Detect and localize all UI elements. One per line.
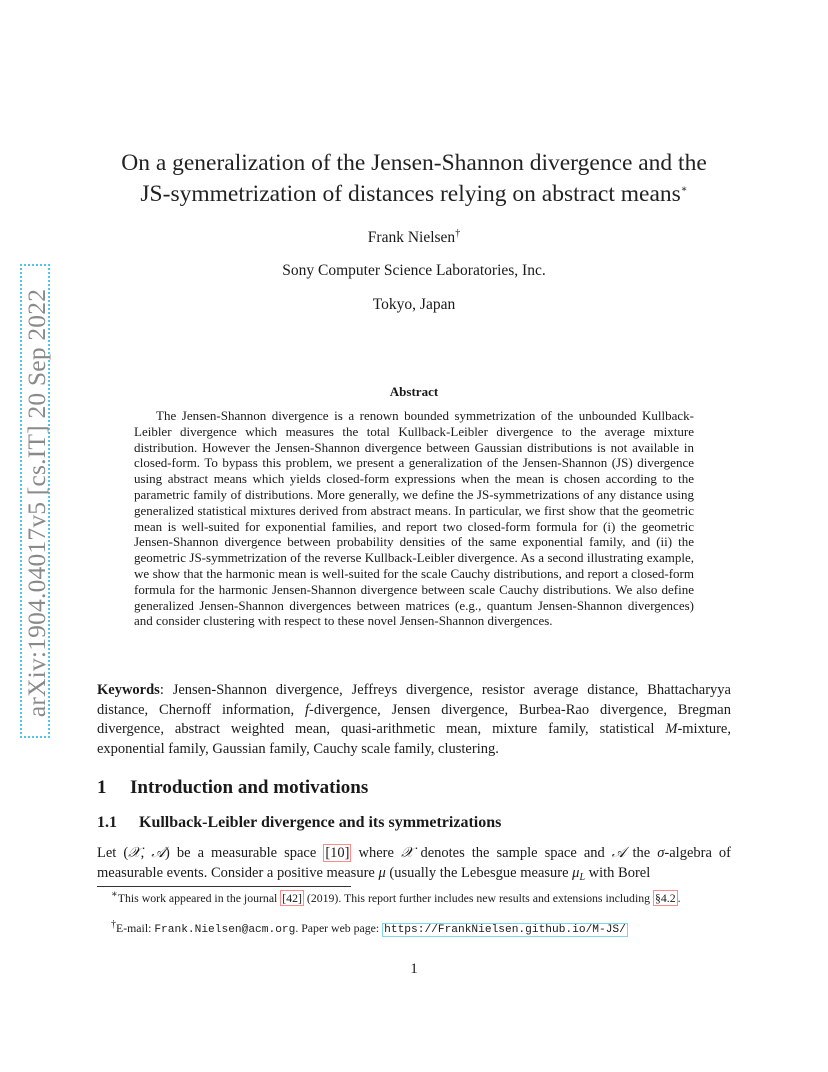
footnote-text: This work appeared in the journal — [117, 891, 281, 905]
keywords-label: Keywords — [97, 682, 160, 698]
author-text: Frank Nielsen — [367, 229, 456, 246]
math-A: 𝒜 — [611, 845, 626, 861]
body-text: , — [140, 845, 152, 861]
author-footnote-mark: † — [455, 227, 461, 239]
footnote-1 — [97, 891, 731, 906]
math-L-subscript: L — [579, 872, 586, 884]
keywords-text-3: -mixture, exponential family, Gaussian family, Cauchy scale family, clustering. — [97, 721, 731, 757]
footnote-text: . — [677, 891, 681, 905]
footnote-1-mark: ∗ — [111, 889, 118, 901]
body-text: Let ( — [97, 845, 129, 861]
math-mu-L: μ — [572, 864, 580, 881]
author-name — [96, 229, 732, 247]
title-line-1: On a generalization of the Jensen-Shannon divergence and the — [121, 150, 707, 176]
math-X: 𝒳 — [128, 845, 141, 861]
body-paragraph — [97, 844, 731, 888]
arxiv-stamp[interactable] — [20, 264, 50, 738]
math-X: 𝒳 — [400, 845, 414, 861]
keywords — [97, 681, 731, 759]
footnote-text: E-mail: — [116, 921, 155, 935]
keywords-text-2: -divergence, Jensen divergence, Burbea-Rao divergence, Bregman divergence, abstract weighted mean, quasi-arithmetic mean, mixture family, statistical — [97, 701, 731, 737]
abstract-text: The Jensen-Shannon divergence is a renown bounded symmetrization of the unbounded Kullback-Leibler divergence which measures the total Kullback-Leibler divergence to the average mixture distribution. However the Jensen-Shannon divergence between Gaussian distributions is not available in closed-form. To bypass this problem, we present a generalization of the Jensen-Shannon (JS) divergence using abstract means which yields closed-form expressions when the mean is chosen according to the parametric family of distributions. More generally, we define the JS-symmetrizations of any distance using generalized statistical mixtures derived from abstract means. In particular, we first show that the geometric mean is well-suited for exponential families, and report two closed-form formula for (i) the geometric Jensen-Shannon divergence between probability densities of the same exponential family, and (ii) the geometric JS-symmetrization of the reverse Kullback-Leibler divergence. As a second illustrating example, we show that the harmonic mean is well-suited for the scale Cauchy distributions, and report a closed-form formula for the harmonic Jensen-Shannon divergence between scale Cauchy distributions. We also define generalized Jensen-Shannon divergences between matrices (e.g., quantum Jensen-Shannon divergences) and consider clustering with respect to these novel Jensen-Shannon divergences. — [134, 408, 694, 629]
keywords-text-1: : Jensen-Shannon divergence, Jeffreys divergence, resistor average distance, Bhattacharyya distance, Chernoff information, — [97, 682, 731, 718]
affiliation: Sony Computer Science Laboratories, Inc. — [282, 262, 546, 279]
footnote-text: (2019). This report further includes new results and extensions including — [303, 891, 653, 905]
subsection-heading — [97, 814, 501, 832]
body-text: (usually the Lebesgue measure — [385, 864, 573, 881]
section-heading — [97, 777, 368, 799]
page-number: 1 — [410, 961, 418, 977]
section-number: 1 — [97, 777, 107, 798]
abstract-heading: Abstract — [389, 384, 439, 399]
location: Tokyo, Japan — [372, 296, 456, 313]
subsection-title: Kullback-Leibler divergence and its symmetrizations — [139, 814, 502, 831]
body-text: with Borel — [585, 864, 651, 881]
keywords-M: M — [665, 721, 678, 737]
math-sigma: σ — [657, 845, 665, 861]
citation-link[interactable]: [42] — [282, 891, 302, 905]
citation-link[interactable]: [10] — [325, 845, 350, 861]
footnote-divider — [97, 886, 351, 887]
keywords-f: f — [304, 701, 309, 718]
math-mu: μ — [378, 864, 386, 881]
arxiv-identifier: arXiv:1904.04017v5 [cs.IT] 20 Sep 2022 — [22, 288, 51, 718]
title-footnote-mark: ∗ — [680, 184, 688, 196]
body-text: the — [625, 845, 658, 861]
body-text: denotes the sample space and — [413, 845, 612, 861]
paper-title — [96, 148, 732, 210]
section-title: Introduction and motivations — [130, 777, 369, 798]
section-ref-link[interactable]: §4.2 — [654, 891, 676, 905]
body-text: ) be a measurable space — [165, 845, 324, 861]
footnote-text: . Paper web page: — [295, 921, 383, 935]
paper-web-page-link[interactable]: https://FrankNielsen.github.io/M-JS/ — [384, 924, 626, 936]
body-text: -algebra of measurable events. Consider a positive measure — [97, 845, 732, 881]
math-A: 𝒜 — [151, 845, 166, 861]
title-line-2: JS-symmetrization of distances relying on abstract means — [140, 181, 681, 207]
footnote-2-mark: † — [111, 919, 116, 931]
subsection-number: 1.1 — [97, 814, 117, 831]
body-text: where — [351, 845, 401, 861]
author-email: Frank.Nielsen@acm.org — [154, 924, 296, 936]
footnote-2 — [97, 921, 731, 938]
